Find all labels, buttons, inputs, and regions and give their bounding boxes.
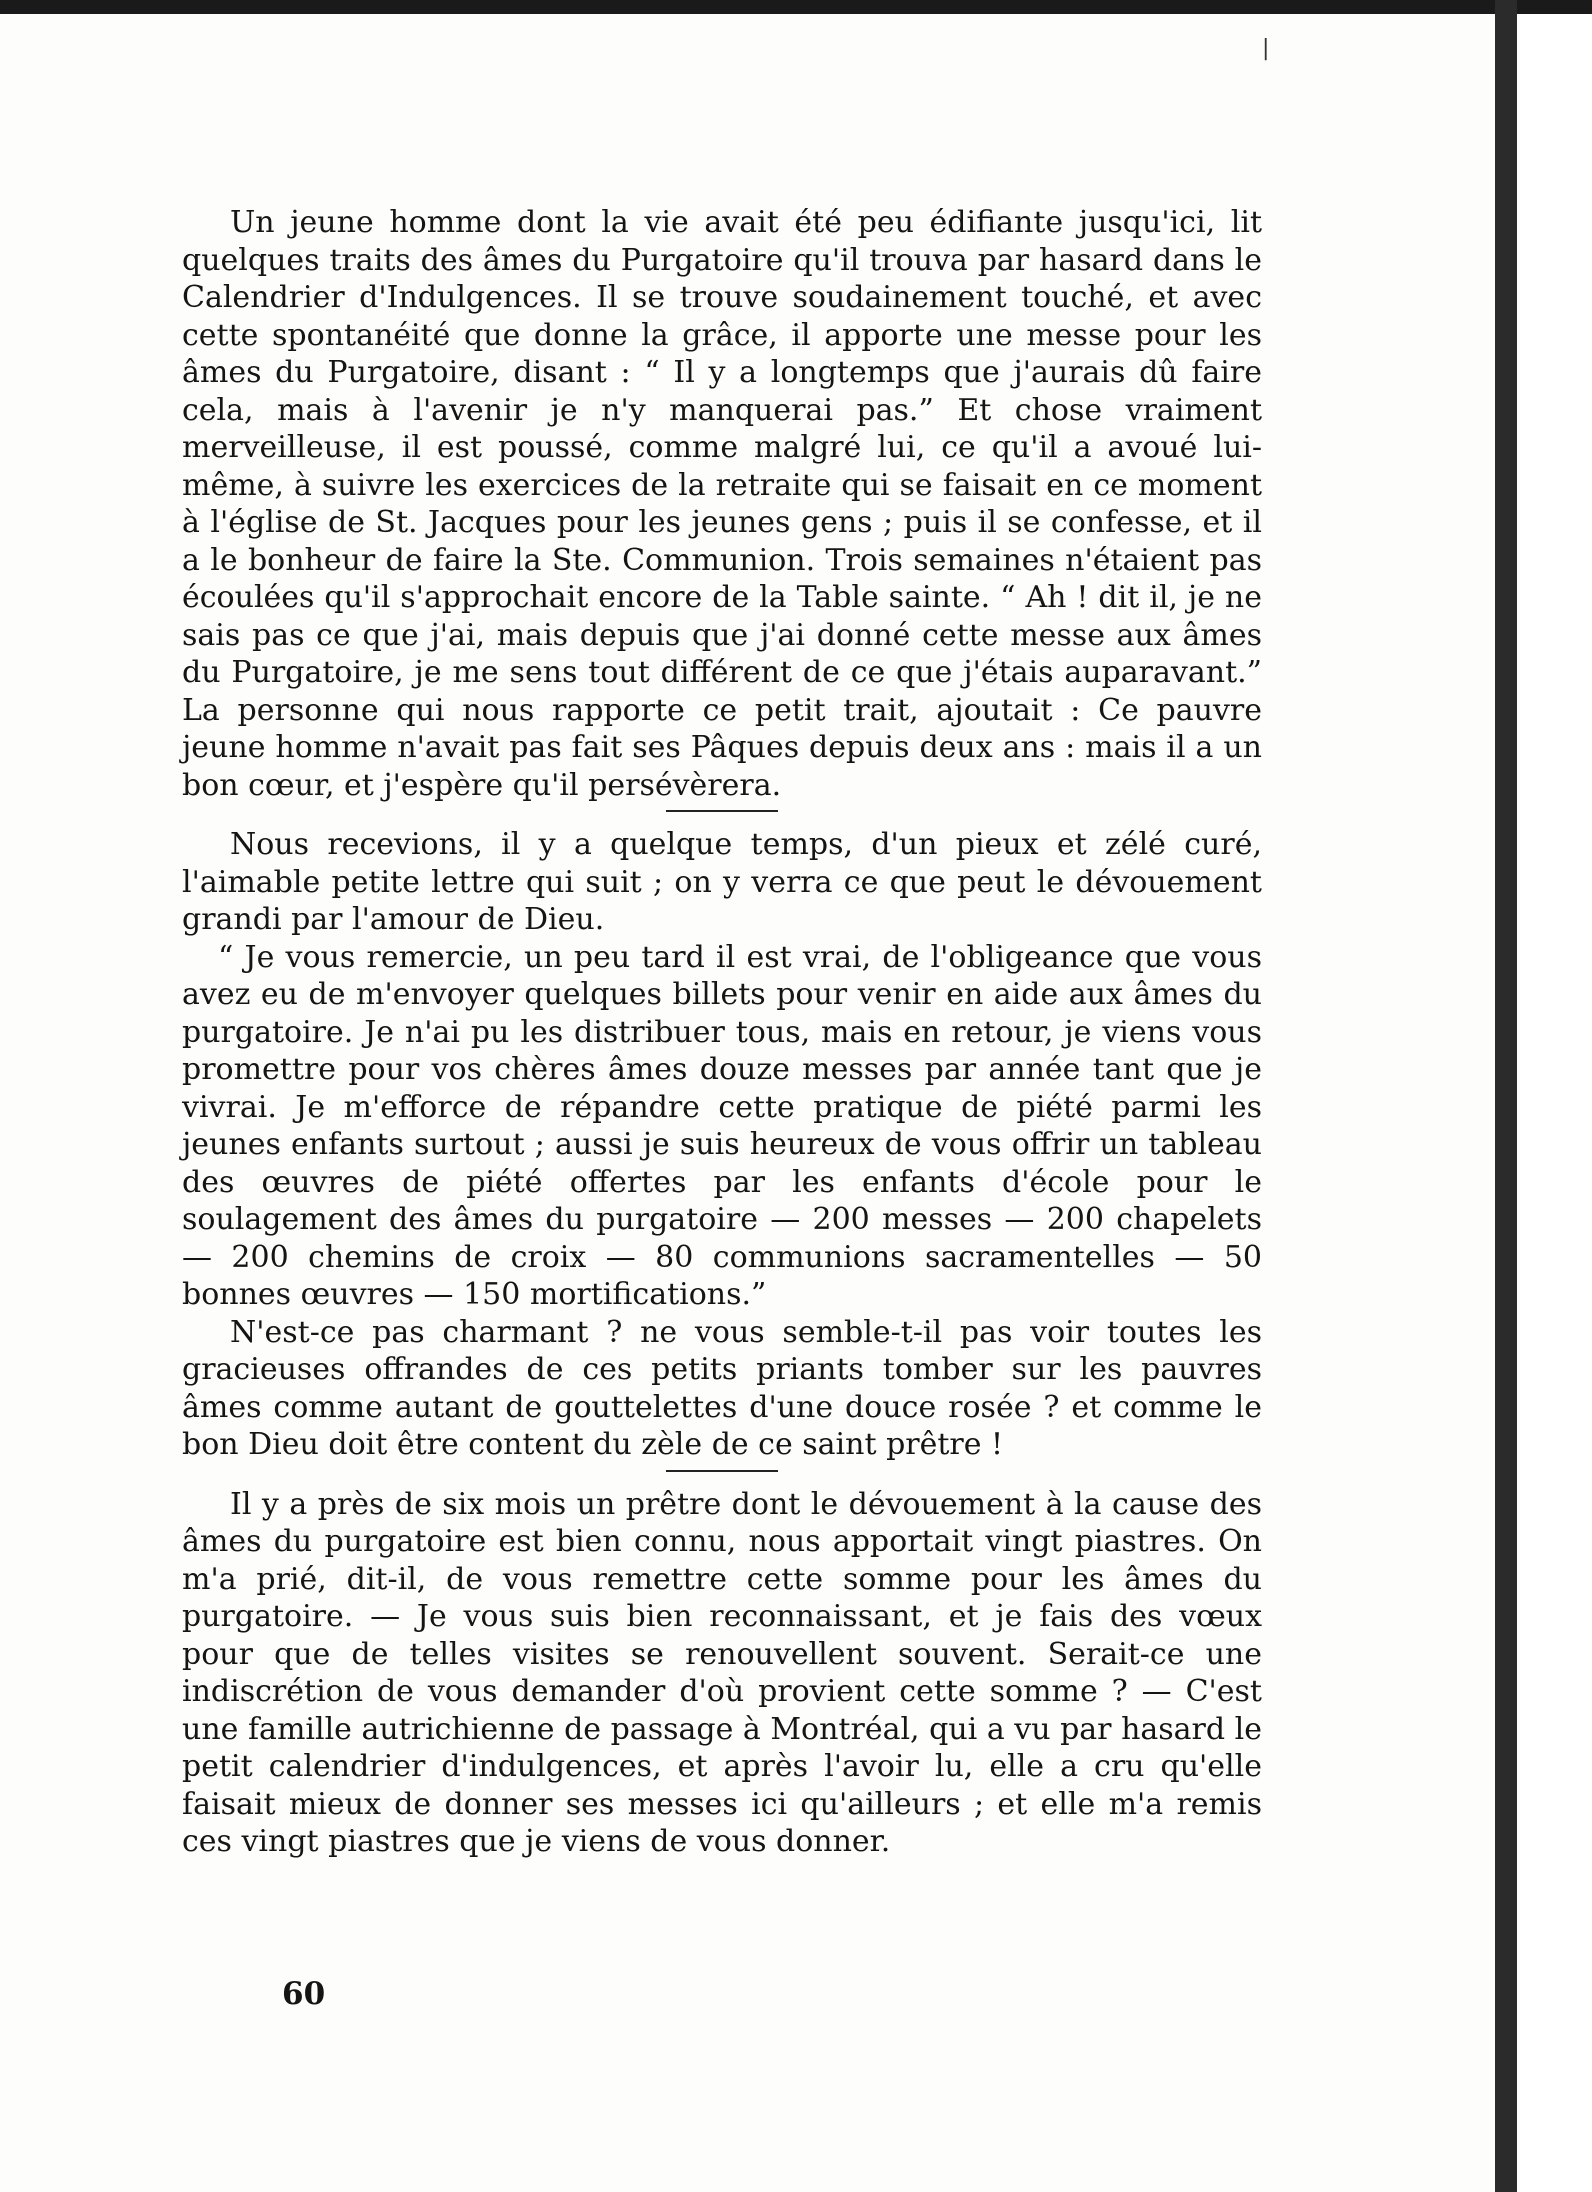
paragraph-young-man: Un jeune homme dont la vie avait été peu édifiante jusqu'ici, lit quelques traits des âmes du Purgatoire qu'il trouva par hasard dans le Calendrier d'Indulgences. Il se trouve soudainement touché, et avec cette spontanéité que donne la grâce, il apporte une messe pour les âmes du Purgatoire, disant : “ Il y a longtemps que j'aurais dû faire cela, mais à l'avenir je n'y manquerai pas.” Et chose vraiment merveilleuse, il est poussé, comme malgré lui, ce qu'il a avoué lui-même, à suivre les exercices de la retraite qui se faisait en ce moment à l'église de St. Jacques pour les jeunes gens ; puis il se confesse, et il a le bonheur de faire la Ste. Communion. Trois semaines n'étaient pas écoulées qu'il s'approchait encore de la Table sainte. “ Ah ! dit il, je ne sais pas ce que j'ai, mais depuis que j'ai donné cette messe aux âmes du Purgatoire, je me sens tout différent de ce que j'étais auparavant.” La personne qui nous rapporte ce petit trait, ajoutait : Ce pauvre jeune homme n'avait pas fait ses Pâques depuis deux ans : mais il a un bon cœur, et j'espère qu'il persévèrera. [182, 205, 1262, 803]
paragraph-letter-quote: “ Je vous remercie, un peu tard il est vrai, de l'obligeance que vous avez eu de m'envoyer quelques billets pour venir en aide aux âmes du purgatoire. Je n'ai pu les distribuer tous, mais en retour, je viens vous promettre pour vos chères âmes douze messes par année tant que je vivrai. Je m'efforce de répandre cette pratique de piété parmi les jeunes enfants surtout ; aussi je suis heureux de vous offrir un tableau des œuvres de piété offertes par les enfants d'école pour le soulagement des âmes du purgatoire — 200 messes — 200 chapelets — 200 chemins de croix — 80 communions sacramentelles — 50 bonnes œuvres — 150 mortifications.” [182, 939, 1262, 1312]
section-separator [666, 810, 778, 812]
paragraph-commentary: N'est-ce pas charmant ? ne vous semble-t-il pas voir toutes les gracieuses offrandes de ces petits priants tomber sur les pauvres âmes comme autant de gouttelettes d'une douce rosée ? et comme le bon Dieu doit être content du zèle de ce saint prêtre ! [182, 1314, 1262, 1462]
scan-mark: | [1262, 36, 1270, 61]
book-page [0, 14, 1495, 2192]
page-body [182, 204, 1262, 1861]
page-number: 60 [282, 1976, 326, 2012]
scan-binding-edge [1495, 0, 1517, 2192]
paragraph-letter-intro: Nous recevions, il y a quelque temps, d'un pieux et zélé curé, l'aimable petite lettre qui suit ; on y verra ce que peut le dévouement grandi par l'amour de Dieu. [182, 827, 1262, 937]
paragraph-priest-donation: Il y a près de six mois un prêtre dont le dévouement à la cause des âmes du purgatoire est bien connu, nous apportait vingt piastres. On m'a prié, dit-il, de vous remettre cette somme pour les âmes du purgatoire. — Je vous suis bien reconnaissant, et je fais des vœux pour que de telles visites se renouvellent souvent. Serait-ce une indiscrétion de vous demander d'où provient cette somme ? — C'est une famille autrichienne de passage à Montréal, qui a vu par hasard le petit calendrier d'indulgences, et après l'avoir lu, elle a cru qu'elle faisait mieux de donner ses messes ici qu'ailleurs ; et elle m'a remis ces vingt piastres que je viens de vous donner. [182, 1486, 1262, 1859]
section-separator [666, 1470, 778, 1472]
scan-top-edge [0, 0, 1592, 14]
